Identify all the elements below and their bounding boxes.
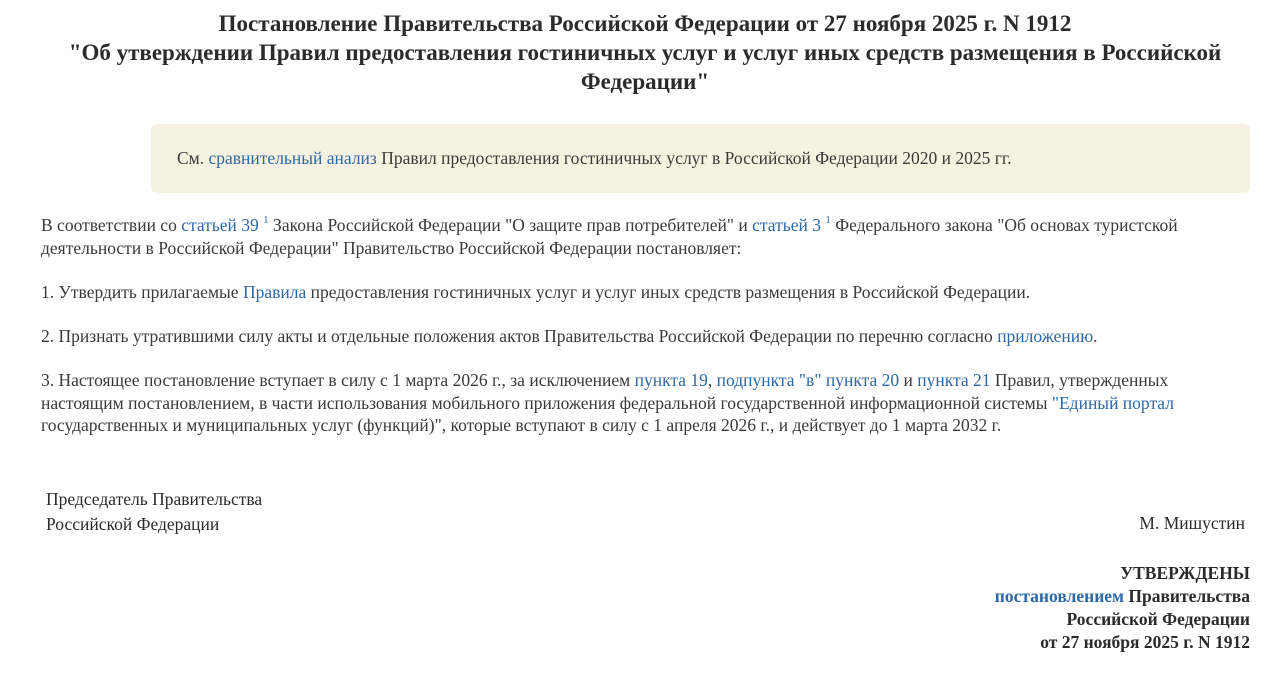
intro-text-2: Закона Российской Федерации "О защите прав потребителей" и [268,215,753,235]
intro-text-3: Федерального закона "Об основах туристской деятельности в Российской Федерации" Правительство Российской Федерации постановляет: [41,215,1178,258]
item-3-text-1: 3. Настоящее постановление вступает в силу с 1 марта 2026 г., за исключением [41,370,635,390]
approval-block [995,562,1250,654]
approval-line-1 [995,585,1250,608]
item-2-text-1: 2. Признать утратившими силу акты и отдельные положения актов Правительства Российской Федерации по перечню согласно [41,326,998,346]
comparative-analysis-note [151,124,1250,193]
resolution-link[interactable]: постановлением [994,586,1124,606]
article-3-superscript: 1 [825,214,831,226]
approval-line-1-suffix: Правительства [1123,586,1250,606]
item-2-paragraph [41,325,1251,348]
signatory-name: М. Мишустин [1139,513,1245,533]
approval-line-3: от 27 ноября 2025 г. N 1912 [1040,632,1250,652]
appendix-link[interactable]: приложению [997,326,1094,346]
document-title-line-3: Федерации" [580,69,710,94]
item-3-text-5: государственных и муниципальных услуг (функций)", которые вступают в силу с 1 апреля 2026 г., и действует до 1 марта 2032 г. [41,415,1002,435]
item-1-paragraph [41,281,1251,304]
article-39-superscript: 1 [263,214,269,226]
point-21-link[interactable]: пункта 21 [917,370,991,390]
item-2-text-2: . [1093,326,1098,346]
item-1-text-2: предоставления гостиничных услуг и услуг иных средств размещения в Российской Федерации. [306,282,1031,302]
point-19-link[interactable]: пункта 19 [634,370,708,390]
approval-line-2: Российской Федерации [1066,609,1250,629]
rules-link[interactable]: Правила [242,282,307,302]
item-3-paragraph [41,369,1251,437]
intro-text-1: В соответствии со [41,215,182,235]
item-3-text-2: , [707,370,717,390]
item-3-text-3: и [899,370,918,390]
item-1-text-1: 1. Утвердить прилагаемые [41,282,243,302]
signatory-position-line-2: Российской Федерации [46,514,220,534]
note-text [177,148,1012,169]
article-39-link[interactable]: статьей 39 [181,215,259,235]
article-3-link[interactable]: статьей 3 [752,215,821,235]
approval-heading: УТВЕРЖДЕНЫ [1120,563,1250,583]
subpoint-v-point-20-link[interactable]: подпункта "в" пункта 20 [716,370,900,390]
intro-paragraph [41,214,1251,259]
note-suffix: Правил предоставления гостиничных услуг в Российской Федерации 2020 и 2025 гг. [376,148,1012,168]
document-title [40,9,1250,96]
signatory-position [46,487,262,537]
signatory-position-line-1: Председатель Правительства [46,489,263,509]
item-3-text-4: Правил, утвержденных настоящим постановлением, в части использования мобильного приложения федеральной государственной информационной системы [41,370,1169,413]
document-title-line-2: "Об утверждении Правил предоставления гостиничных услуг и услуг иных средств размещения в Российской [68,40,1222,65]
comparative-analysis-link[interactable]: сравнительный анализ [208,148,377,168]
document-title-line-1: Постановление Правительства Российской Федерации от 27 ноября 2025 г. N 1912 [218,11,1072,36]
note-prefix: См. [177,148,209,168]
unified-portal-link[interactable]: "Единый портал [1051,392,1174,413]
